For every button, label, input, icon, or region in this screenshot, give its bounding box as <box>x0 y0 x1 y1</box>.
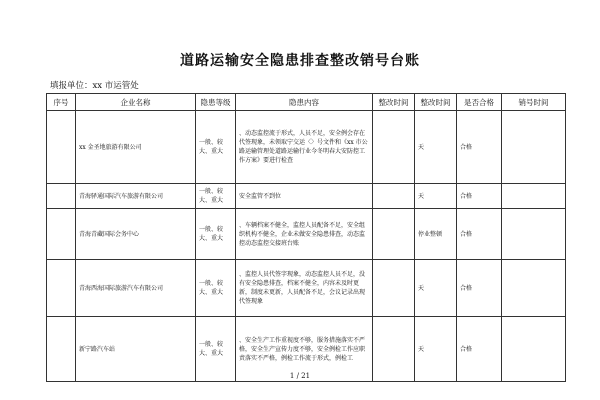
cell-company: 青海西海国际旅游汽车有限公司 <box>76 260 196 317</box>
cell-seq <box>47 209 76 260</box>
cell-qualified: 合格 <box>457 260 502 317</box>
header-cancel-time: 销号时间 <box>502 94 566 111</box>
cell-company: 青海青藏国际会务中心 <box>76 209 196 260</box>
cell-rect-time-2: 天 <box>415 111 457 184</box>
cell-seq <box>47 260 76 317</box>
cell-rect-time-2: 停业整顿 <box>415 209 457 260</box>
cell-qualified: 合格 <box>457 111 502 184</box>
cell-rect-time <box>373 260 415 317</box>
cell-level: 一般、较大、重大 <box>196 317 236 382</box>
header-row <box>47 94 566 111</box>
cell-content: 、安全生产工作重视度不够，服务措施落实不严格，安全生产宣传力度不够，安全例检工作应职责落实不严格，例检工作流于形式，例检工 <box>236 317 373 382</box>
cell-company: 新宁路汽车站 <box>76 317 196 382</box>
table-row <box>47 260 566 317</box>
cell-content: 、车辆档案不健全，监控人员配备不足，安全组织机构不健全，企业未做安全隐患排查，动态监控动态监控交接班台账 <box>236 209 373 260</box>
header-content: 隐患内容 <box>236 94 373 111</box>
cell-content: 、动态监控流于形式，人员不足，安全例会存在代签现象，未领取宁交运〈〉号文件和《xx 市公路运输管理处道路运输行业今冬明春大安防控工作方案》要进行检查 <box>236 111 373 184</box>
cell-qualified: 合格 <box>457 317 502 382</box>
header-company: 企业名称 <box>76 94 196 111</box>
cell-content: 、监控人员代签字现象，动态监控人员不足，没有安全隐患排查，档案不健全，内容未及时更新，制度未更新，人员配备不足，会议记录出现代签现象 <box>236 260 373 317</box>
cell-cancel-time <box>502 184 566 209</box>
cell-level: 一般、较大、重大 <box>196 184 236 209</box>
cell-rect-time <box>373 184 415 209</box>
cell-company: 青海驿通国际汽车旅游有限公司 <box>76 184 196 209</box>
cell-rect-time-2: 天 <box>415 317 457 382</box>
page-number: 1 / 21 <box>289 372 311 380</box>
cell-level: 一般、较大、重大 <box>196 111 236 184</box>
cell-seq <box>47 184 76 209</box>
cell-level: 一般、较大、重大 <box>196 260 236 317</box>
hazard-ledger-table <box>46 93 566 382</box>
table-row <box>47 111 566 184</box>
cell-rect-time <box>373 111 415 184</box>
table-row <box>47 209 566 260</box>
document-title: 道路运输安全隐患排查整改销号台账 <box>180 53 420 69</box>
cell-rect-time <box>373 209 415 260</box>
cell-qualified: 合格 <box>457 184 502 209</box>
cell-company: xx 金圣地旅游有限公司 <box>76 111 196 184</box>
cell-qualified: 合格 <box>457 209 502 260</box>
cell-cancel-time <box>502 111 566 184</box>
cell-cancel-time <box>502 260 566 317</box>
cell-content: 安全监管不到位 <box>236 184 373 209</box>
header-rect-time: 整改时间 <box>373 94 415 111</box>
table-row <box>47 184 566 209</box>
header-qualified: 是否合格 <box>457 94 502 111</box>
filing-unit: 填报单位：xx 市运管处 <box>50 81 139 91</box>
cell-rect-time-2: 天 <box>415 184 457 209</box>
header-rect-time-2: 整改时间 <box>415 94 457 111</box>
cell-level: 一般、较大、重大 <box>196 209 236 260</box>
cell-cancel-time <box>502 209 566 260</box>
header-level: 隐患等级 <box>196 94 236 111</box>
header-seq: 序号 <box>47 94 76 111</box>
cell-seq <box>47 111 76 184</box>
cell-rect-time-2: 天 <box>415 260 457 317</box>
